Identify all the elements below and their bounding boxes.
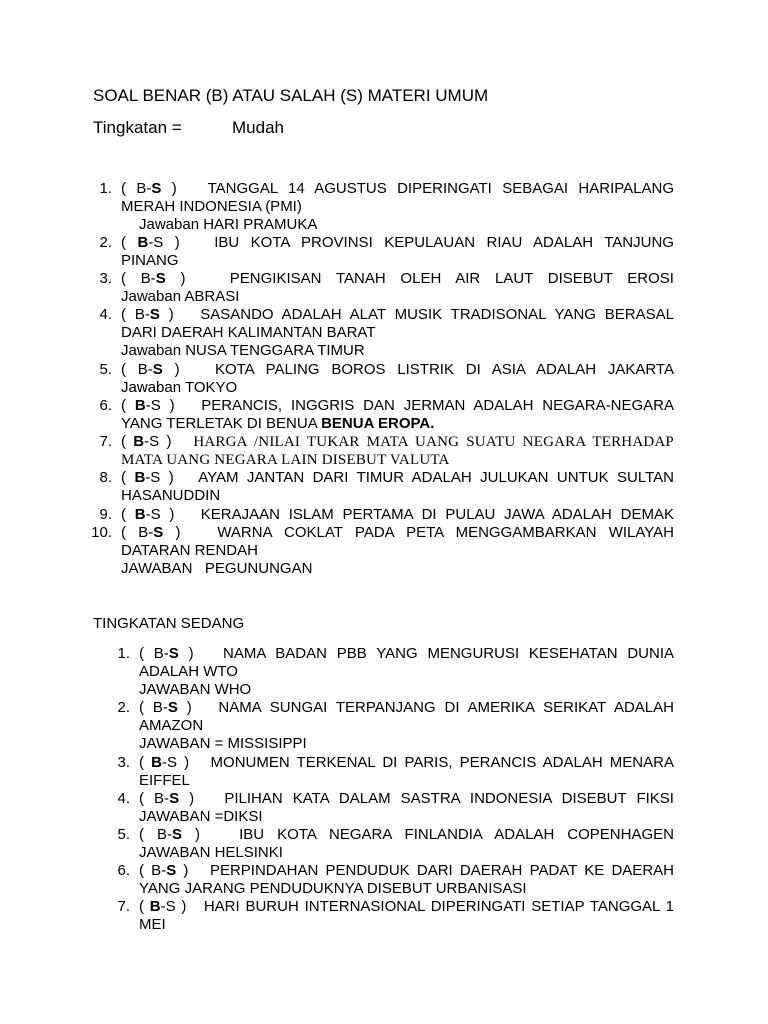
- item-number: 3.: [99, 270, 112, 287]
- bs-marker-open: (: [121, 469, 135, 486]
- question-text: PERPINDAHAN PENDUDUK DARI DAERAH PADAT KE DAERAH: [209, 862, 674, 879]
- question-text: PERANCIS, INGGRIS DAN JERMAN ADALAH NEGARA-NEGARA: [201, 397, 674, 414]
- bs-marker: [121, 433, 171, 450]
- bs-marker-open: (: [121, 506, 135, 523]
- bs-marker: [139, 826, 200, 843]
- item-number: 3.: [117, 754, 130, 771]
- bs-marker-open: ( B-: [139, 699, 168, 716]
- item-body: [139, 754, 674, 790]
- question-line-continued: [139, 772, 674, 790]
- question-text-continued: MEI: [139, 916, 166, 933]
- item-body: [121, 469, 674, 505]
- bs-marker: [121, 524, 181, 541]
- question-text: HARGA /NILAI TUKAR MATA UANG SUATU NEGARA TERHADAP: [193, 434, 674, 450]
- level-label: Tingkatan =: [93, 118, 182, 137]
- bs-marker: [121, 397, 175, 414]
- item-number: 9.: [99, 506, 112, 523]
- bs-marker: [139, 898, 186, 915]
- bs-marker: [121, 361, 180, 378]
- item-number: 7.: [99, 433, 112, 450]
- item-body: [121, 270, 674, 306]
- question-line-continued: [139, 880, 674, 898]
- bs-marker-close: -S ): [161, 754, 190, 771]
- bs-marker-close: ): [162, 361, 180, 378]
- bs-marker-close: -S ): [144, 433, 172, 450]
- bs-marker-open: ( B-: [121, 270, 156, 287]
- item-body: [121, 397, 674, 433]
- bs-marker-close: ): [163, 524, 181, 541]
- question-text-continued: MATA UANG NEGARA LAIN DISEBUT VALUTA: [121, 452, 450, 468]
- bs-marker-bold: B: [134, 469, 146, 486]
- bs-marker: [139, 699, 192, 716]
- item-body: [121, 180, 674, 234]
- answer-text: JAWABAN WHO: [139, 681, 252, 698]
- item-body: [139, 699, 674, 753]
- question-line: [139, 826, 674, 844]
- question-line-continued: [121, 415, 674, 433]
- question-text-continued: PINANG: [121, 252, 179, 269]
- question-line: [121, 506, 674, 524]
- item-body: [121, 306, 674, 360]
- bs-marker-bold: B: [151, 754, 162, 771]
- bs-marker-open: ( B-: [139, 645, 169, 662]
- question-line-continued: [121, 324, 674, 342]
- item-body: [121, 234, 674, 270]
- bs-marker-bold: B: [134, 506, 146, 523]
- question-text: NAMA SUNGAI TERPANJANG DI AMERIKA SERIKAT ADALAH: [218, 699, 674, 716]
- question-text-continued: DATARAN RENDAH: [121, 542, 258, 559]
- item-number: 7.: [117, 898, 130, 915]
- question-line: [139, 645, 674, 663]
- item-body: [139, 826, 674, 862]
- question-line-continued: [121, 451, 674, 469]
- item-number: 6.: [117, 862, 130, 879]
- bs-marker: [139, 862, 188, 879]
- bs-marker-bold: S: [168, 645, 179, 662]
- bs-marker: [139, 790, 194, 807]
- question-text: AYAM JANTAN DARI TIMUR ADALAH JULUKAN UNTUK SULTAN: [198, 469, 674, 486]
- bs-marker-bold: S: [155, 270, 166, 287]
- question-line: [139, 754, 674, 772]
- question-line-continued: [139, 663, 674, 681]
- level-value: Mudah: [232, 118, 284, 137]
- question-text: KOTA PALING BOROS LISTRIK DI ASIA ADALAH JAKARTA: [214, 361, 674, 378]
- document-title: SOAL BENAR (B) ATAU SALAH (S) MATERI UMUM: [93, 86, 489, 105]
- item-number: 1.: [117, 645, 130, 662]
- question-line: [121, 180, 674, 198]
- bs-marker-close: -S ): [160, 898, 187, 915]
- item-number: 2.: [117, 699, 130, 716]
- difficulty-level: [93, 118, 284, 138]
- bs-marker-open: ( B-: [139, 790, 170, 807]
- item-body: [121, 433, 674, 469]
- bs-marker: [139, 645, 194, 662]
- bs-marker-bold: S: [153, 524, 164, 541]
- bs-marker-close: ): [161, 180, 177, 197]
- bs-marker-open: ( B-: [121, 306, 150, 323]
- question-text: HARI BURUH INTERNASIONAL DIPERINGATI SETIAP TANGGAL 1: [203, 898, 674, 915]
- question-text: TANGGAL 14 AGUSTUS DIPERINGATI SEBAGAI HARIPALANG: [207, 180, 675, 197]
- bs-marker-open: (: [121, 397, 135, 414]
- item-number: 2.: [99, 234, 112, 251]
- bs-marker-open: ( B-: [139, 862, 167, 879]
- bs-marker-bold: S: [172, 826, 183, 843]
- question-text-continued: DARI DAERAH KALIMANTAN BARAT: [121, 324, 376, 341]
- bs-marker-close: ): [159, 306, 174, 323]
- answer-text: JAWABAN =DIKSI: [139, 808, 263, 825]
- bs-marker-bold: S: [149, 306, 160, 323]
- bs-marker-bold: S: [151, 180, 162, 197]
- answer-text: JAWABAN HELSINKI: [139, 844, 283, 861]
- bs-marker: [121, 234, 180, 251]
- question-text: KERAJAAN ISLAM PERTAMA DI PULAU JAWA ADALAH DEMAK: [200, 506, 674, 523]
- bs-marker: [121, 180, 177, 197]
- answer-text: Jawaban NUSA TENGGARA TIMUR: [121, 342, 365, 359]
- question-text: IBU KOTA PROVINSI KEPULAUAN RIAU ADALAH TANJUNG: [214, 234, 674, 251]
- question-text-continued: AMAZON: [139, 717, 204, 734]
- question-text-continued: EIFFEL: [139, 772, 190, 789]
- item-body: [121, 506, 674, 524]
- bs-marker: [121, 469, 174, 486]
- bs-marker-close: -S ): [145, 397, 175, 414]
- bs-marker: [139, 754, 189, 771]
- item-number: 1.: [99, 180, 112, 197]
- question-text: SASANDO ADALAH ALAT MUSIK TRADISONAL YANG BERASAL: [200, 306, 674, 323]
- item-body: [121, 524, 674, 578]
- question-line: [139, 790, 674, 808]
- question-line-continued: [121, 487, 674, 505]
- question-line: [121, 270, 674, 288]
- bs-marker-close: -S ): [145, 469, 174, 486]
- question-line: [139, 862, 674, 880]
- item-body: [139, 790, 674, 826]
- question-line: [121, 397, 674, 415]
- bs-marker-bold: B: [149, 898, 161, 915]
- bs-marker-close: ): [176, 862, 189, 879]
- bs-marker-close: ): [182, 826, 201, 843]
- question-line: [121, 469, 674, 487]
- question-text: PENGIKISAN TANAH OLEH AIR LAUT DISEBUT EROSI: [229, 270, 674, 287]
- question-line: [121, 433, 674, 451]
- question-line-continued: [121, 542, 674, 560]
- item-body: [139, 862, 674, 898]
- item-number: 5.: [117, 826, 130, 843]
- question-text-continued: YANG JARANG PENDUDUKNYA DISEBUT URBANISASI: [139, 880, 527, 897]
- question-line: [139, 699, 674, 717]
- question-line: [121, 306, 674, 324]
- question-line: [121, 524, 674, 542]
- bs-marker-open: ( B-: [121, 524, 154, 541]
- bs-marker-open: ( B-: [139, 826, 173, 843]
- bs-marker-bold: S: [166, 862, 177, 879]
- bs-marker-open: (: [139, 754, 152, 771]
- question-text-bold: BENUA EROPA.: [321, 415, 435, 432]
- bs-marker-bold: B: [134, 397, 146, 414]
- question-line-continued: [121, 198, 674, 216]
- question-line: [121, 361, 674, 379]
- answer-text: JAWABAN = MISSISIPPI: [139, 735, 307, 752]
- bs-marker-bold: S: [167, 699, 178, 716]
- question-text: NAMA BADAN PBB YANG MENGURUSI KESEHATAN DUNIA: [222, 645, 675, 662]
- answer-text: Jawaban ABRASI: [121, 288, 240, 305]
- item-number: 8.: [99, 469, 112, 486]
- question-text: PILIHAN KATA DALAM SASTRA INDONESIA DISEBUT FIKSI: [224, 790, 674, 807]
- item-number: 6.: [99, 397, 112, 414]
- bs-marker-open: (: [139, 898, 150, 915]
- bs-marker-open: ( B-: [121, 361, 153, 378]
- bs-marker-bold: S: [169, 790, 180, 807]
- question-text: IBU KOTA NEGARA FINLANDIA ADALAH COPENHAGEN: [239, 826, 674, 843]
- bs-marker-bold: B: [133, 433, 145, 450]
- item-number: 4.: [99, 306, 112, 323]
- bs-marker-open: ( B-: [121, 180, 152, 197]
- bs-marker: [121, 270, 186, 287]
- bs-marker-close: ): [178, 645, 194, 662]
- question-text-continued: HASANUDDIN: [121, 487, 221, 504]
- bs-marker: [121, 506, 174, 523]
- item-number: 5.: [99, 361, 112, 378]
- question-line: [139, 898, 674, 916]
- question-text: WARNA COKLAT PADA PETA MENGGAMBARKAN WILAYAH: [217, 524, 674, 541]
- question-text: MONUMEN TERKENAL DI PARIS, PERANCIS ADALAH MENARA: [210, 754, 674, 771]
- answer-text: Jawaban HARI PRAMUKA: [139, 216, 318, 233]
- bs-marker-open: (: [121, 433, 134, 450]
- bs-marker-close: -S ): [148, 234, 180, 251]
- bs-marker-close: -S ): [145, 506, 175, 523]
- section-title-medium: TINGKATAN SEDANG: [93, 615, 245, 632]
- bs-marker-bold: B: [137, 234, 149, 251]
- bs-marker-bold: S: [152, 361, 163, 378]
- question-line-continued: [139, 717, 674, 735]
- bs-marker-open: (: [121, 234, 138, 251]
- bs-marker: [121, 306, 174, 323]
- question-text-continued: ADALAH WTO: [139, 663, 238, 680]
- item-body: [139, 898, 674, 934]
- item-number: 10.: [91, 524, 112, 541]
- question-line-continued: [121, 252, 674, 270]
- item-body: [139, 645, 674, 699]
- question-line-continued: [139, 916, 674, 934]
- bs-marker-close: ): [177, 699, 192, 716]
- item-body: [121, 361, 674, 397]
- answer-text: JAWABAN PEGUNUNGAN: [121, 560, 313, 577]
- item-number: 4.: [117, 790, 130, 807]
- question-line: [121, 234, 674, 252]
- question-text-continued: YANG TERLETAK DI BENUA: [121, 415, 322, 432]
- bs-marker-close: ): [165, 270, 186, 287]
- bs-marker-close: ): [179, 790, 195, 807]
- question-text-continued: MERAH INDONESIA (PMI): [121, 198, 302, 215]
- answer-text: Jawaban TOKYO: [121, 379, 238, 396]
